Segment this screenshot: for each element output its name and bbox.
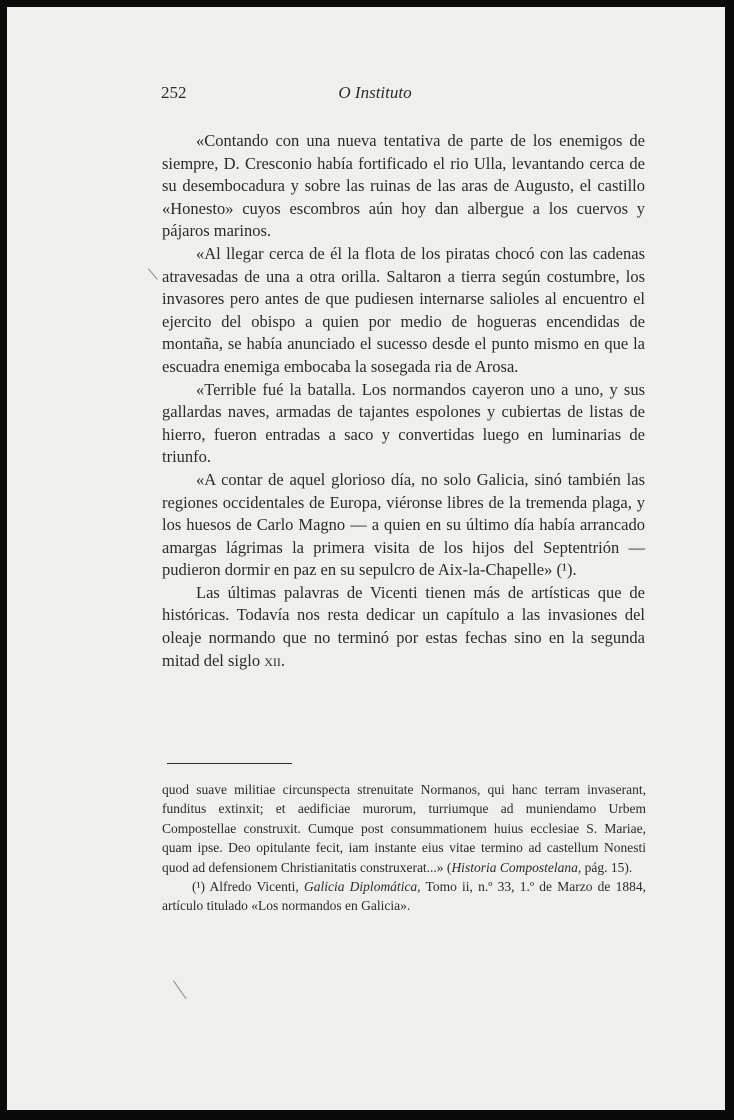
footnote-continuation-end: pág. 15). xyxy=(581,859,633,875)
footnote-source: Historia Compostelana, xyxy=(451,859,582,875)
paragraph-4: «A contar de aquel glorioso día, no solo Galicia, sinó también las regiones occidentales de Europa, viéronse libres de la tremenda plaga, y los huesos de Carlo Magno — a quien en su último día había arrancado amargas lágrimas la primera visita de los hijos del Septentrión — pudieron dormir en paz en su sepulcro de Aix-la-Chapelle» (¹). xyxy=(162,469,645,580)
running-title: O Instituto xyxy=(338,83,412,102)
footnote-1-title: Galicia Diplomática, xyxy=(303,879,421,895)
footnote-1-rest: Tomo ii, n.º 33, 1.º de Marzo de 1884, artículo titulado «Los normandos en Galicia». xyxy=(162,879,646,914)
century-numeral: xii xyxy=(264,650,281,670)
footnote-1 xyxy=(162,877,646,916)
page-number: 252 xyxy=(161,83,187,102)
scan-mark xyxy=(173,980,186,999)
footnotes xyxy=(162,780,646,916)
paragraph-1: «Contando con una nueva tentativa de parte de los enemigos de siempre, D. Cresconio había fortificado el rio Ulla, levantando cerca de su desembocadura y sobre las ruinas de las aras de Augusto, el castillo «Honesto» cuyos escombros aún hoy dan albergue a los cuervos y pájaros marinos. xyxy=(162,131,645,241)
footnote-1-author: Alfredo Vicenti, xyxy=(209,879,299,895)
paragraph-5-text: Las últimas palavras de Vicenti tienen más de artísticas que de históricas. Todavía nos resta dedicar un capítulo a las invasiones del oleaje normando que no terminó por estas fechas sino en la segunda mitad del siglo xyxy=(162,582,645,670)
footnote-separator xyxy=(167,763,292,764)
book-page xyxy=(7,7,725,1110)
scan-mark xyxy=(148,268,158,279)
main-text xyxy=(162,130,645,672)
footnote-continuation xyxy=(162,780,646,877)
paragraph-3: «Terrible fué la batalla. Los normandos cayeron uno a uno, y sus gallardas naves, armadas de tajantes espolones y cubiertas de listas de hierro, fueron entradas a saco y convertidas luego en luminarias de triunfo. xyxy=(162,379,645,467)
paragraph-5 xyxy=(162,582,645,672)
paragraph-5-end: . xyxy=(280,650,285,670)
page-header xyxy=(161,83,589,109)
paragraph-2: «Al llegar cerca de él la flota de los piratas chocó con las cadenas atravesadas de una a otra orilla. Saltaron a tierra según costumbre, los invasores pero antes de que pudiesen internarse salioles al encuentro el ejercito del obispo a quien por medio de hogueras encendidas de montaña, se había anunciado el sucesso desde el punto mismo en que la escuadra enemiga embocaba la sosegada ria de Arosa. xyxy=(162,243,645,376)
footnote-continuation-text: quod suave militiae circunspecta strenuitate Normanos, qui hanc terram invaserant, funditus extinxit; et aedificiae murorum, turriumque ad muniendamo Urbem Compostellae construxit. Cumque post consummationem huius ecclesiae S. Mariae, quam ipse. Deo opitulante fecit, iam instante eius vitae termino ad castellum Nonesti quod ad defensionem Christianitatis construxerat...» ( xyxy=(162,782,646,875)
footnote-1-marker: (¹) xyxy=(192,879,206,895)
